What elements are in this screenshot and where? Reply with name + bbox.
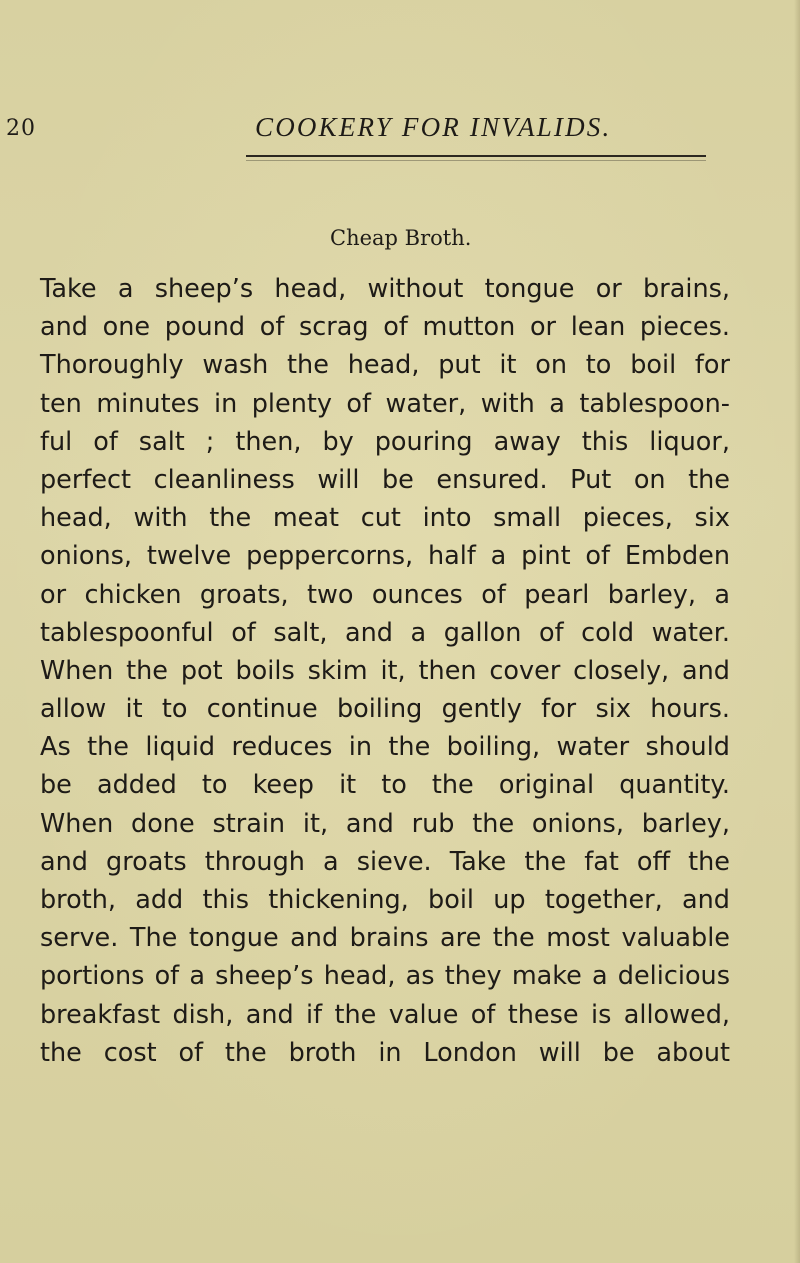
header-rule <box>246 155 706 157</box>
text-line: broth, add this thickening, boil up together, and <box>40 885 730 915</box>
text-line: ten minutes in plenty of water, with a tablespoon- <box>40 388 730 419</box>
page-edge-shadow <box>794 0 800 1263</box>
text-line: onions, twelve peppercorns, half a pint of Embden <box>40 541 730 572</box>
recipe-body <box>40 270 730 1072</box>
text-line: ful of salt ; then, by pouring away this liquor, <box>40 426 730 457</box>
text-line: portions of a sheep’s head, as they make a delicious <box>40 961 730 992</box>
text-line: When the pot boils skim it, then cover closely, and <box>40 655 730 686</box>
text-line: and groats through a sieve. Take the fat off the <box>40 846 730 877</box>
text-line: head, with the meat cut into small pieces, six <box>40 503 730 534</box>
text-line: As the liquid reduces in the boiling, water should <box>40 732 730 763</box>
text-line: tablespoonful of salt, and a gallon of cold water. <box>40 617 730 648</box>
text-line: be added to keep it to the original quantity. <box>40 770 730 801</box>
text-line: or chicken groats, two ounces of pearl barley, a <box>40 579 730 610</box>
text-line: When done strain it, and rub the onions, barley, <box>40 808 730 839</box>
text-line: Thoroughly wash the head, put it on to boil for <box>40 350 730 381</box>
page-number: 20 <box>6 116 36 141</box>
text-line: perfect cleanliness will be ensured. Put on the <box>40 464 730 495</box>
text-line: allow it to continue boiling gently for six hours. <box>40 694 730 725</box>
text-line: Take a sheep’s head, without tongue or brains, <box>40 274 730 304</box>
section-title: Cheap Broth. <box>330 226 472 250</box>
header-rule-shadow <box>246 160 706 161</box>
text-line: serve. The tongue and brains are the most valuable <box>40 923 730 954</box>
text-line: and one pound of scrag of mutton or lean pieces. <box>40 312 730 343</box>
running-head: COOKERY FOR INVALIDS. <box>255 112 612 142</box>
text-line: the cost of the broth in London will be about <box>40 1037 730 1068</box>
text-line: breakfast dish, and if the value of these is allowed, <box>40 999 730 1030</box>
